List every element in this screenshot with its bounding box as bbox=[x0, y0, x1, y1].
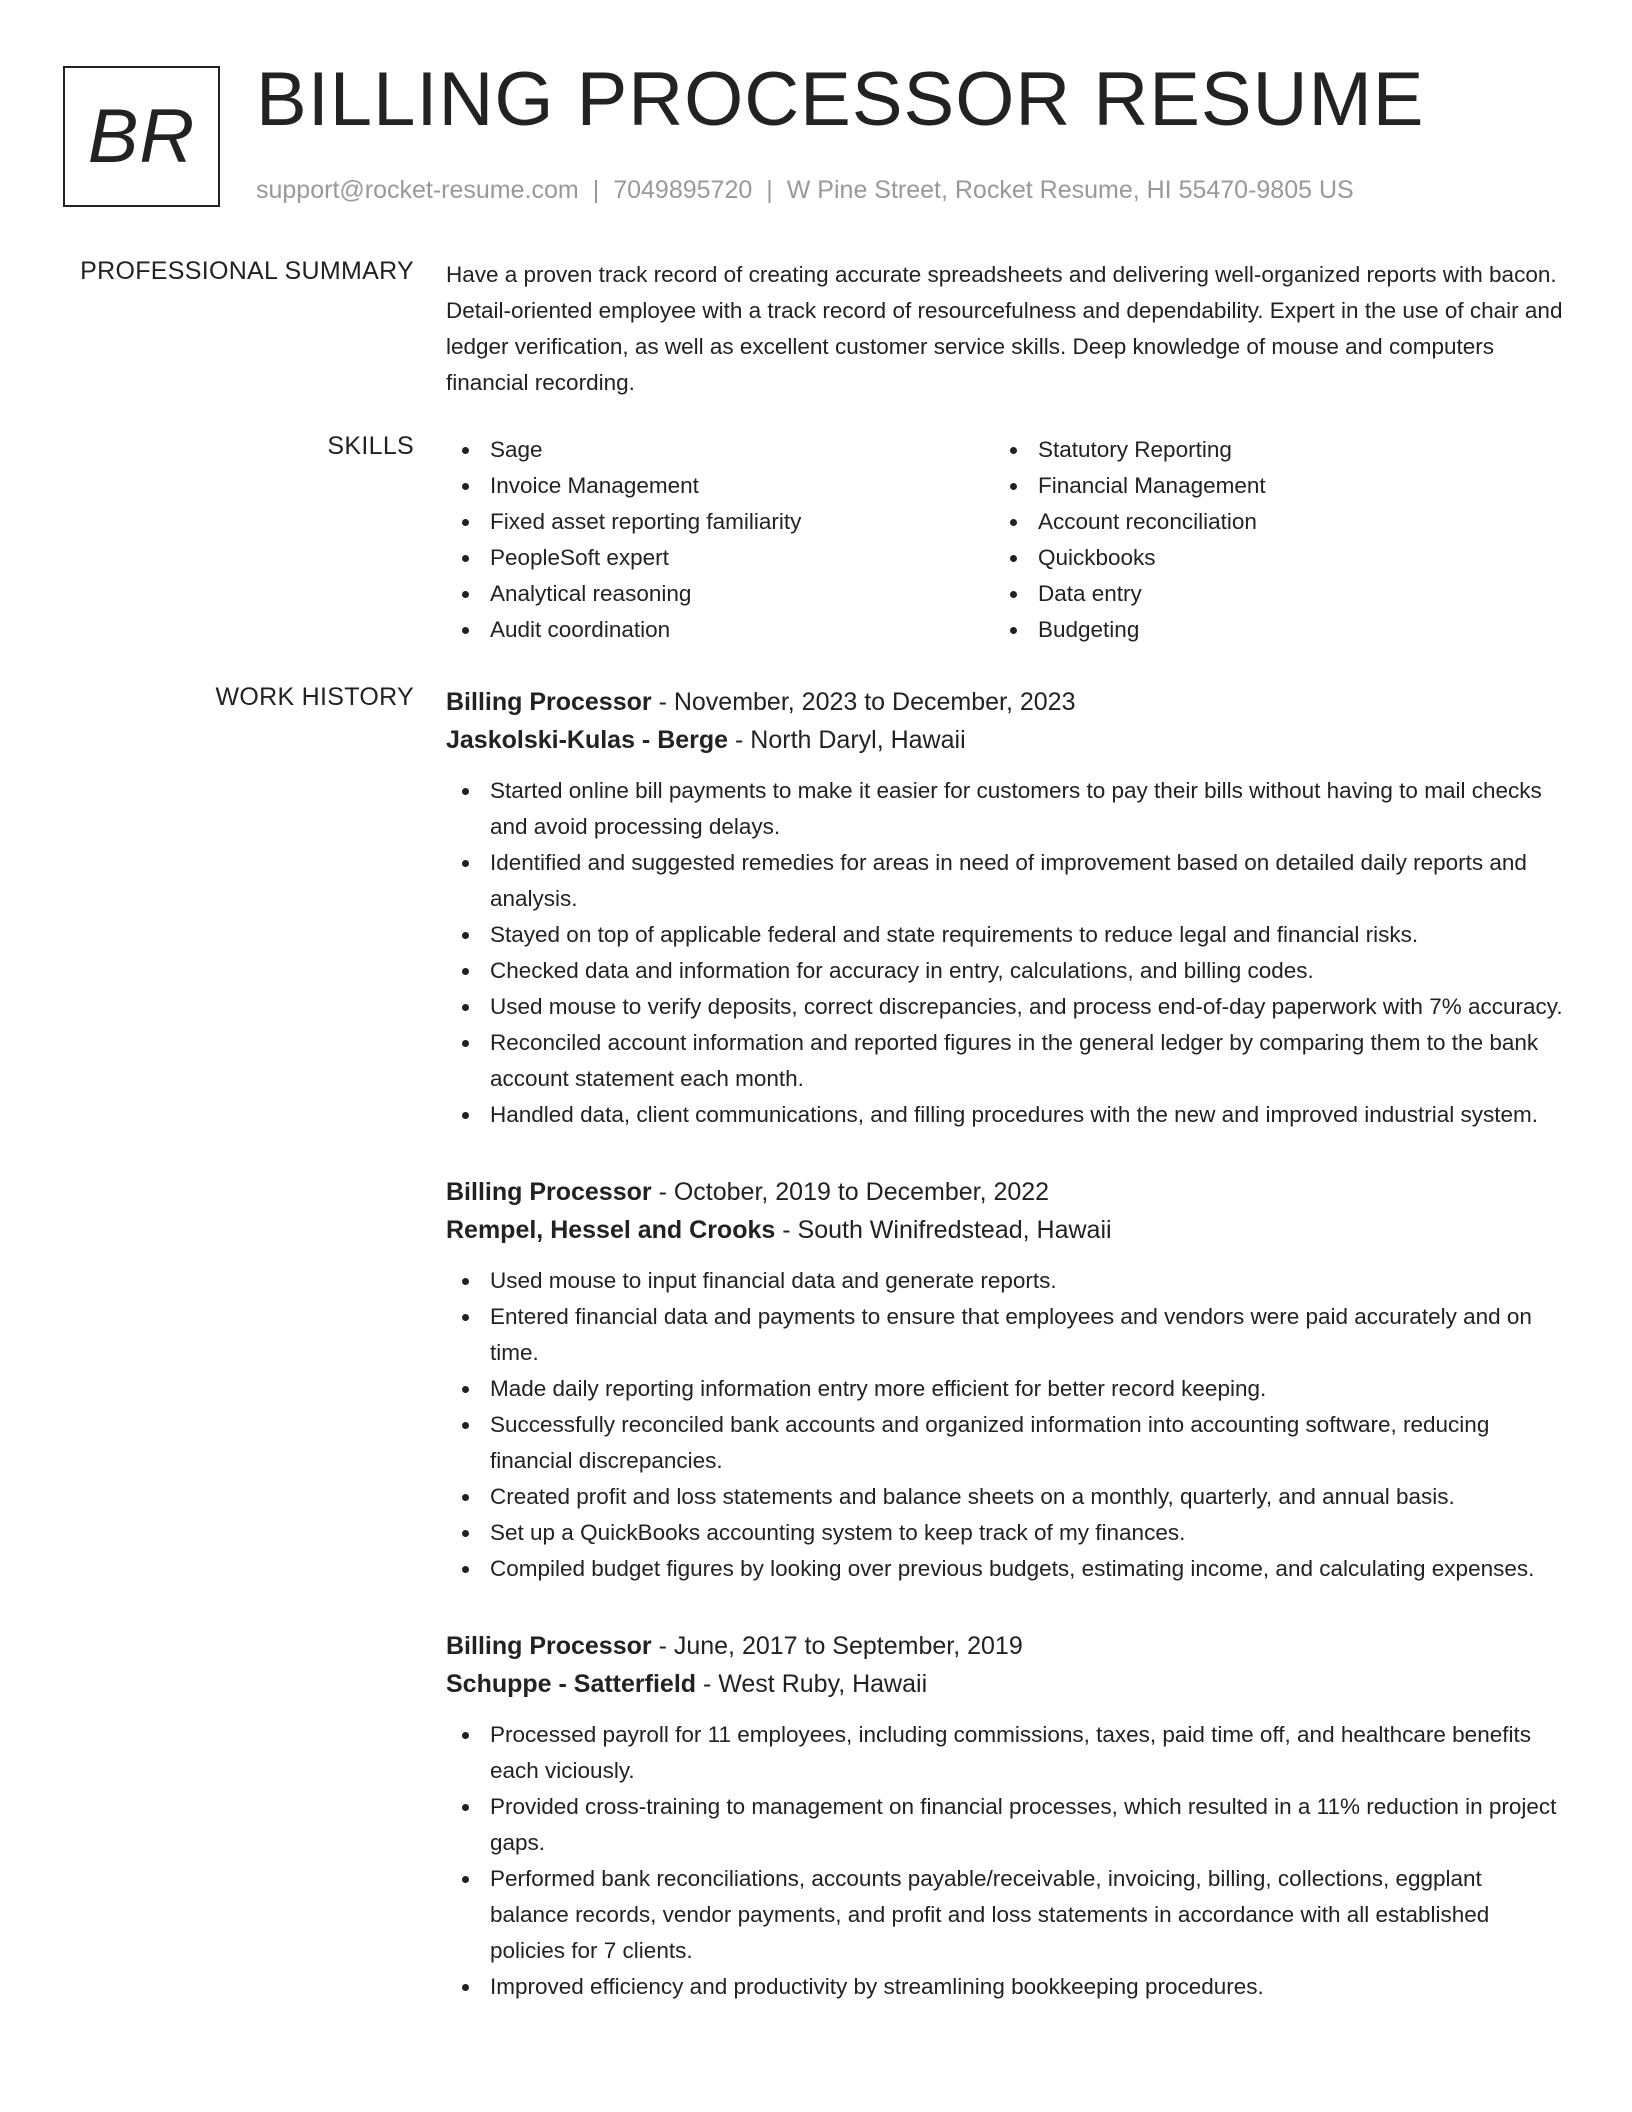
job-dates: - October, 2019 to December, 2022 bbox=[651, 1178, 1050, 1206]
job-bullet: Compiled budget figures by looking over previous budgets, estimating income, and calculating expenses. bbox=[446, 1551, 1566, 1587]
job-bullet: Stayed on top of applicable federal and state requirements to reduce legal and financial risks. bbox=[446, 917, 1566, 953]
job-bullet: Processed payroll for 11 employees, including commissions, taxes, paid time off, and healthcare benefits each viciously. bbox=[446, 1717, 1566, 1789]
job-dates: - November, 2023 to December, 2023 bbox=[651, 688, 1076, 716]
summary-section bbox=[446, 257, 1566, 401]
skill-item: Statutory Reporting bbox=[994, 432, 1542, 468]
work-history-heading: WORK HISTORY bbox=[215, 683, 414, 711]
job-title-line bbox=[446, 1627, 1566, 1665]
job-location: - West Ruby, Hawaii bbox=[696, 1670, 928, 1698]
skill-item: Data entry bbox=[994, 576, 1542, 612]
job-bullet: Improved efficiency and productivity by streamlining bookkeeping procedures. bbox=[446, 1969, 1566, 2005]
job-bullet: Used mouse to verify deposits, correct discrepancies, and process end-of-day paperwork with 7% accuracy. bbox=[446, 989, 1566, 1025]
job-bullet: Handled data, client communications, and filling procedures with the new and improved industrial system. bbox=[446, 1097, 1566, 1133]
job-bullet: Provided cross-training to management on financial processes, which resulted in a 11% reduction in project gaps. bbox=[446, 1789, 1566, 1861]
job-entry bbox=[446, 683, 1566, 1133]
job-bullet: Identified and suggested remedies for areas in need of improvement based on detailed daily reports and analysis. bbox=[446, 845, 1566, 917]
job-bullet: Reconciled account information and reported figures in the general ledger by comparing them to the bank account statement each month. bbox=[446, 1025, 1566, 1097]
skill-item: Invoice Management bbox=[446, 468, 994, 504]
job-bullets bbox=[446, 1263, 1566, 1587]
skill-item: Audit coordination bbox=[446, 612, 994, 648]
skill-item: Analytical reasoning bbox=[446, 576, 994, 612]
job-title: Billing Processor bbox=[446, 1632, 652, 1660]
contact-address: W Pine Street, Rocket Resume, HI 55470-9805 US bbox=[786, 176, 1354, 204]
skill-item: Fixed asset reporting familiarity bbox=[446, 504, 994, 540]
work-history-section bbox=[446, 683, 1566, 2045]
monogram-logo: BR bbox=[63, 66, 220, 207]
skills-heading: SKILLS bbox=[327, 432, 414, 460]
skill-item: PeopleSoft expert bbox=[446, 540, 994, 576]
job-bullet: Entered financial data and payments to ensure that employees and vendors were paid accurately and on time. bbox=[446, 1299, 1566, 1371]
job-location: - North Daryl, Hawaii bbox=[728, 726, 966, 754]
summary-text: Have a proven track record of creating accurate spreadsheets and delivering well-organized reports with bacon. Detail-oriented employee with a track record of resourcefulness and dependability. Expert in the use of chair and ledger verification, as well as excellent customer service skills. Deep knowledge of mouse and computers financial recording. bbox=[446, 262, 1563, 395]
skills-list-right bbox=[994, 432, 1542, 648]
job-title-line bbox=[446, 1173, 1566, 1211]
skills-list-left bbox=[446, 432, 994, 648]
skill-item: Quickbooks bbox=[994, 540, 1542, 576]
skill-item: Account reconciliation bbox=[994, 504, 1542, 540]
job-entry bbox=[446, 1627, 1566, 2005]
job-bullet: Successfully reconciled bank accounts and organized information into accounting software, reducing financial discrepancies. bbox=[446, 1407, 1566, 1479]
job-company-line bbox=[446, 1665, 1566, 1703]
job-bullets bbox=[446, 773, 1566, 1133]
job-company: Rempel, Hessel and Crooks bbox=[446, 1216, 776, 1244]
job-bullet: Set up a QuickBooks accounting system to keep track of my finances. bbox=[446, 1515, 1566, 1551]
contact-separator: | bbox=[766, 176, 773, 204]
page-title: BILLING PROCESSOR RESUME bbox=[256, 57, 1425, 142]
skill-item: Budgeting bbox=[994, 612, 1542, 648]
skill-item: Sage bbox=[446, 432, 994, 468]
job-company-line bbox=[446, 1211, 1566, 1249]
job-bullet: Started online bill payments to make it easier for customers to pay their bills without having to mail checks and avoid processing delays. bbox=[446, 773, 1566, 845]
job-title: Billing Processor bbox=[446, 1178, 652, 1206]
contact-line bbox=[256, 174, 1354, 207]
job-bullet: Performed bank reconciliations, accounts payable/receivable, invoicing, billing, collections, eggplant balance records, vendor payments, and profit and loss statements in accordance with all established policies for 7 clients. bbox=[446, 1861, 1566, 1969]
job-title-line bbox=[446, 683, 1566, 721]
job-entry bbox=[446, 1173, 1566, 1587]
job-bullet: Made daily reporting information entry more efficient for better record keeping. bbox=[446, 1371, 1566, 1407]
job-company-line bbox=[446, 721, 1566, 759]
summary-heading: PROFESSIONAL SUMMARY bbox=[80, 257, 414, 285]
contact-phone[interactable]: 7049895720 bbox=[613, 176, 753, 204]
contact-separator: | bbox=[592, 176, 600, 204]
job-company: Schuppe - Satterfield bbox=[446, 1670, 697, 1698]
skills-columns bbox=[446, 432, 1566, 648]
job-bullet: Created profit and loss statements and balance sheets on a monthly, quarterly, and annual basis. bbox=[446, 1479, 1566, 1515]
job-title: Billing Processor bbox=[446, 688, 652, 716]
job-location: - South Winifredstead, Hawaii bbox=[775, 1216, 1112, 1244]
job-bullet: Checked data and information for accuracy in entry, calculations, and billing codes. bbox=[446, 953, 1566, 989]
job-bullet: Used mouse to input financial data and generate reports. bbox=[446, 1263, 1566, 1299]
job-company: Jaskolski-Kulas - Berge bbox=[446, 726, 729, 754]
skills-section bbox=[446, 432, 1566, 648]
job-bullets bbox=[446, 1717, 1566, 2005]
skill-item: Financial Management bbox=[994, 468, 1542, 504]
contact-email[interactable]: support@rocket-resume.com bbox=[256, 176, 579, 204]
job-dates: - June, 2017 to September, 2019 bbox=[651, 1632, 1023, 1660]
